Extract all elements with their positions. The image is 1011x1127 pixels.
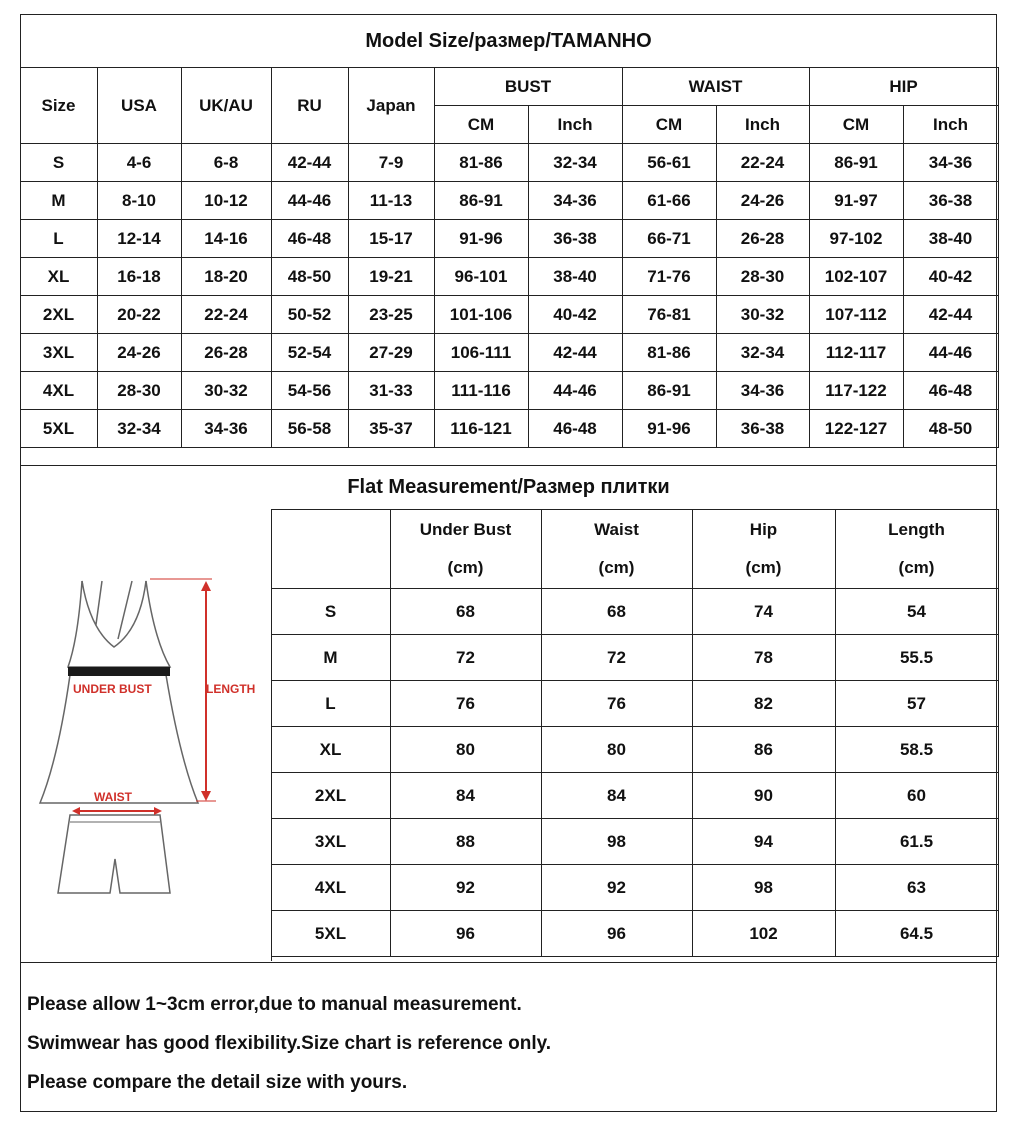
value-cell: 22-24	[181, 296, 271, 334]
table-row	[271, 865, 998, 911]
value-cell: 66-71	[622, 220, 716, 258]
value-cell: 68	[390, 589, 541, 635]
value-cell: 68	[541, 589, 692, 635]
table-row	[271, 727, 998, 773]
flat-measurement-table	[271, 509, 999, 957]
size-cell: 2XL	[271, 773, 390, 819]
table-row	[271, 911, 998, 957]
value-cell: 96	[541, 911, 692, 957]
size-cell: S	[271, 589, 390, 635]
value-cell: 42-44	[528, 334, 622, 372]
header-hip: HIP	[809, 68, 998, 106]
flat-header-hip	[692, 510, 835, 589]
size-chart-frame	[20, 14, 997, 1112]
flat-header-under-bust	[390, 510, 541, 589]
value-cell: 24-26	[97, 334, 181, 372]
value-cell: 76	[390, 681, 541, 727]
value-cell: 112-117	[809, 334, 903, 372]
under-bust-label: UNDER BUST	[72, 682, 152, 696]
header-hip-inch: Inch	[903, 106, 998, 144]
table-row	[20, 144, 998, 182]
value-cell: 58.5	[835, 727, 998, 773]
value-cell: 26-28	[716, 220, 809, 258]
value-cell: 84	[390, 773, 541, 819]
value-cell: 44-46	[528, 372, 622, 410]
note-line: Swimwear has good flexibility.Size chart is reference only.	[27, 1033, 552, 1054]
value-cell: 11-13	[348, 182, 434, 220]
value-cell: 36-38	[903, 182, 998, 220]
value-cell: 56-61	[622, 144, 716, 182]
header-waist: WAIST	[622, 68, 809, 106]
value-cell: 106-111	[434, 334, 528, 372]
table-row	[271, 681, 998, 727]
value-cell: 61.5	[835, 819, 998, 865]
value-cell: 74	[692, 589, 835, 635]
value-cell: 81-86	[622, 334, 716, 372]
value-cell: 72	[541, 635, 692, 681]
value-cell: 6-8	[181, 144, 271, 182]
size-cell: S	[20, 144, 97, 182]
value-cell: 54	[835, 589, 998, 635]
table-row	[20, 296, 998, 334]
value-cell: 102	[692, 911, 835, 957]
value-cell: 40-42	[903, 258, 998, 296]
value-cell: 28-30	[716, 258, 809, 296]
value-cell: 91-96	[622, 410, 716, 448]
value-cell: 78	[692, 635, 835, 681]
header-bust: BUST	[434, 68, 622, 106]
value-cell: 56-58	[271, 410, 348, 448]
value-cell: 52-54	[271, 334, 348, 372]
value-cell: 42-44	[271, 144, 348, 182]
value-cell: 81-86	[434, 144, 528, 182]
table-row	[271, 635, 998, 681]
garment-diagram	[20, 509, 270, 961]
value-cell: 86-91	[809, 144, 903, 182]
value-cell: 34-36	[528, 182, 622, 220]
flat-table-body	[271, 589, 998, 957]
value-cell: 98	[692, 865, 835, 911]
value-cell: 54-56	[271, 372, 348, 410]
value-cell: 76	[541, 681, 692, 727]
length-header-label: Length	[888, 520, 945, 539]
value-cell: 19-21	[348, 258, 434, 296]
value-cell: 36-38	[716, 410, 809, 448]
note-line: Please allow 1~3cm error,due to manual measurement.	[27, 994, 522, 1015]
value-cell: 34-36	[716, 372, 809, 410]
value-cell: 14-16	[181, 220, 271, 258]
value-cell: 8-10	[97, 182, 181, 220]
value-cell: 15-17	[348, 220, 434, 258]
value-cell: 48-50	[903, 410, 998, 448]
value-cell: 38-40	[528, 258, 622, 296]
header-usa: USA	[97, 68, 181, 144]
value-cell: 72	[390, 635, 541, 681]
value-cell: 4-6	[97, 144, 181, 182]
flat-header-length	[835, 510, 998, 589]
value-cell: 44-46	[903, 334, 998, 372]
value-cell: 55.5	[835, 635, 998, 681]
value-cell: 64.5	[835, 911, 998, 957]
garment-figure	[20, 509, 272, 961]
size-cell: 4XL	[20, 372, 97, 410]
value-cell: 26-28	[181, 334, 271, 372]
value-cell: 80	[541, 727, 692, 773]
size-cell: 5XL	[20, 410, 97, 448]
value-cell: 32-34	[528, 144, 622, 182]
value-cell: 102-107	[809, 258, 903, 296]
value-cell: 84	[541, 773, 692, 819]
table-row	[20, 334, 998, 372]
table-row	[20, 410, 998, 448]
value-cell: 57	[835, 681, 998, 727]
length-label: LENGTH	[205, 682, 255, 696]
header-size: Size	[20, 68, 97, 144]
value-cell: 88	[390, 819, 541, 865]
header-bust-cm: CM	[434, 106, 528, 144]
size-cell: 4XL	[271, 865, 390, 911]
waist-header-unit: (cm)	[598, 558, 635, 577]
value-cell: 86	[692, 727, 835, 773]
value-cell: 91-97	[809, 182, 903, 220]
size-cell: 3XL	[271, 819, 390, 865]
table-row	[271, 589, 998, 635]
notes-section	[21, 962, 996, 1112]
under-bust-header-unit: (cm)	[447, 558, 484, 577]
flat-measurement-title: Flat Measurement/Размер плитки	[21, 465, 996, 509]
value-cell: 10-12	[181, 182, 271, 220]
note-line: Please compare the detail size with yours.	[27, 1072, 408, 1093]
value-cell: 97-102	[809, 220, 903, 258]
waist-header-label: Waist	[594, 520, 639, 539]
header-ru: RU	[271, 68, 348, 144]
value-cell: 91-96	[434, 220, 528, 258]
size-cell: XL	[271, 727, 390, 773]
value-cell: 46-48	[903, 372, 998, 410]
flat-measurement-section	[20, 509, 998, 961]
value-cell: 30-32	[181, 372, 271, 410]
flat-header-size	[271, 510, 390, 589]
header-waist-inch: Inch	[716, 106, 809, 144]
waist-label: WAIST	[93, 790, 132, 804]
value-cell: 111-116	[434, 372, 528, 410]
value-cell: 42-44	[903, 296, 998, 334]
value-cell: 24-26	[716, 182, 809, 220]
table-row	[271, 819, 998, 865]
value-cell: 12-14	[97, 220, 181, 258]
value-cell: 94	[692, 819, 835, 865]
length-header-unit: (cm)	[898, 558, 935, 577]
value-cell: 71-76	[622, 258, 716, 296]
size-cell: L	[271, 681, 390, 727]
value-cell: 18-20	[181, 258, 271, 296]
value-cell: 86-91	[622, 372, 716, 410]
value-cell: 122-127	[809, 410, 903, 448]
value-cell: 80	[390, 727, 541, 773]
model-size-table	[20, 67, 999, 448]
value-cell: 46-48	[528, 410, 622, 448]
value-cell: 27-29	[348, 334, 434, 372]
header-japan: Japan	[348, 68, 434, 144]
size-cell: 3XL	[20, 334, 97, 372]
value-cell: 82	[692, 681, 835, 727]
value-cell: 107-112	[809, 296, 903, 334]
value-cell: 32-34	[716, 334, 809, 372]
value-cell: 34-36	[903, 144, 998, 182]
value-cell: 61-66	[622, 182, 716, 220]
under-bust-header-label: Under Bust	[419, 520, 512, 539]
value-cell: 63	[835, 865, 998, 911]
value-cell: 28-30	[97, 372, 181, 410]
table-row	[20, 220, 998, 258]
value-cell: 23-25	[348, 296, 434, 334]
value-cell: 92	[541, 865, 692, 911]
model-table-body	[20, 144, 998, 448]
value-cell: 76-81	[622, 296, 716, 334]
value-cell: 60	[835, 773, 998, 819]
hip-header-unit: (cm)	[745, 558, 782, 577]
model-size-title: Model Size/размер/TAMANHO	[365, 29, 652, 52]
value-cell: 117-122	[809, 372, 903, 410]
value-cell: 46-48	[271, 220, 348, 258]
value-cell: 38-40	[903, 220, 998, 258]
model-header-row	[20, 68, 998, 106]
table-row	[20, 258, 998, 296]
value-cell: 50-52	[271, 296, 348, 334]
header-waist-cm: CM	[622, 106, 716, 144]
value-cell: 34-36	[181, 410, 271, 448]
size-cell: XL	[20, 258, 97, 296]
flat-header-waist	[541, 510, 692, 589]
flat-header-row	[271, 510, 998, 589]
value-cell: 96-101	[434, 258, 528, 296]
size-cell: M	[271, 635, 390, 681]
value-cell: 16-18	[97, 258, 181, 296]
value-cell: 31-33	[348, 372, 434, 410]
size-cell: 5XL	[271, 911, 390, 957]
hip-header-label: Hip	[749, 520, 778, 539]
value-cell: 48-50	[271, 258, 348, 296]
value-cell: 22-24	[716, 144, 809, 182]
value-cell: 35-37	[348, 410, 434, 448]
table-row	[20, 182, 998, 220]
value-cell: 44-46	[271, 182, 348, 220]
value-cell: 36-38	[528, 220, 622, 258]
size-cell: M	[20, 182, 97, 220]
value-cell: 90	[692, 773, 835, 819]
value-cell: 40-42	[528, 296, 622, 334]
value-cell: 32-34	[97, 410, 181, 448]
size-cell: L	[20, 220, 97, 258]
table-row	[20, 372, 998, 410]
value-cell: 7-9	[348, 144, 434, 182]
table-row	[271, 773, 998, 819]
value-cell: 101-106	[434, 296, 528, 334]
header-hip-cm: CM	[809, 106, 903, 144]
value-cell: 92	[390, 865, 541, 911]
value-cell: 20-22	[97, 296, 181, 334]
value-cell: 96	[390, 911, 541, 957]
header-bust-inch: Inch	[528, 106, 622, 144]
header-ukau: UK/AU	[181, 68, 271, 144]
size-cell: 2XL	[20, 296, 97, 334]
value-cell: 116-121	[434, 410, 528, 448]
value-cell: 98	[541, 819, 692, 865]
value-cell: 30-32	[716, 296, 809, 334]
value-cell: 86-91	[434, 182, 528, 220]
